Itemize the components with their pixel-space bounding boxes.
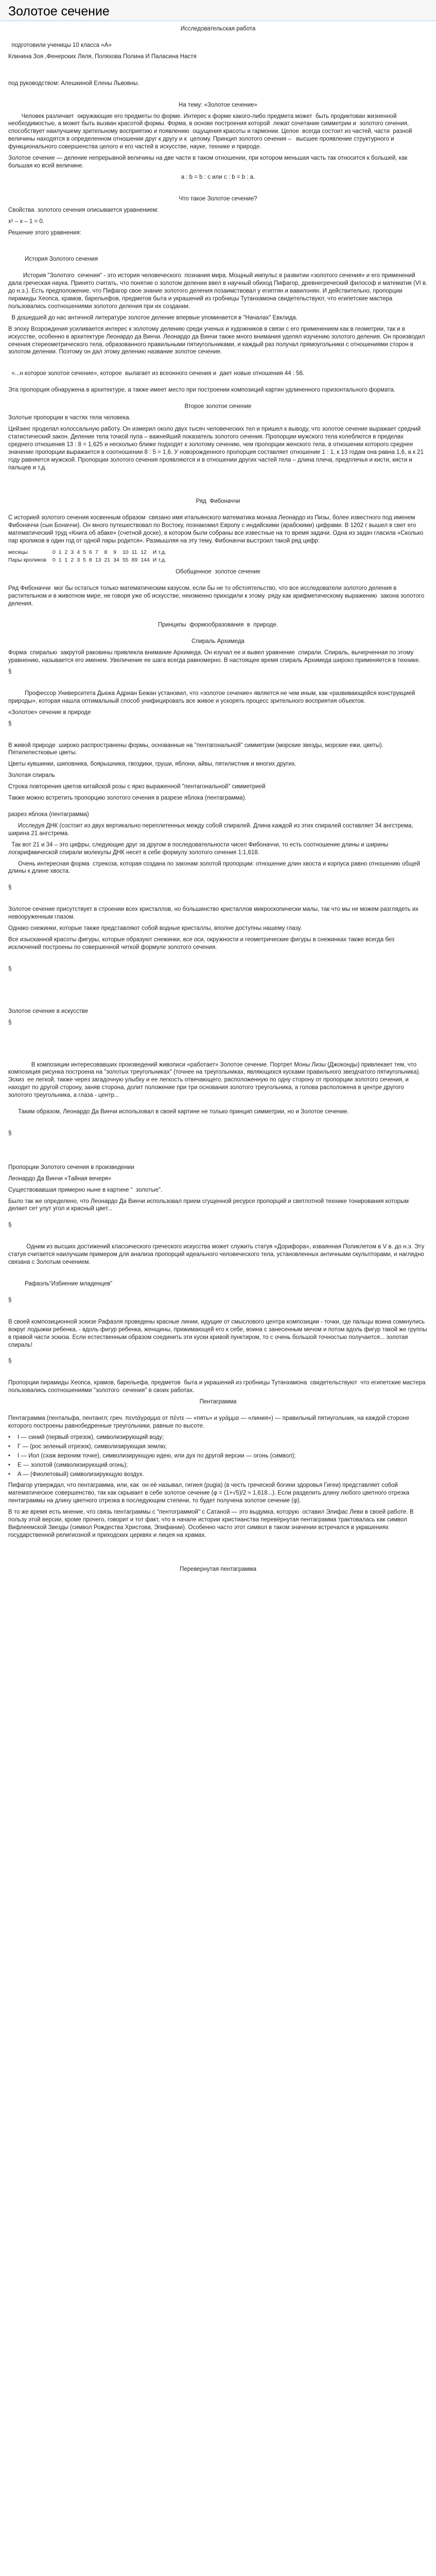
paragraph: В эпоху Возрождения усиливается интерес к золотому делению среди ученых и художников в связи с его применением как в геометрии, так и в искусстве, особенно в архитектуре Леонардо да Винчи. Леонардо да Винчи также много внимания уделял изучению золотого деления. Он производил сечения стереометрического тела, образованного правильными пятиугольниками, и каждый раз получал прямоугольники с отношениями сторон в золотом делении. Поэтому он дал этому делению название золотое сечение. [8,326,427,355]
spacer [8,240,428,256]
list-bullet: • [8,1443,11,1450]
list-item [8,1443,428,1451]
paragraph: Свойства золотого сечения описывается уравнением: [8,207,159,213]
spacer [8,1352,428,1358]
spacer [8,806,428,811]
paragraph: Золотая спираль [8,772,55,779]
spacer [8,1543,428,1566]
table-cell: 8 [89,556,92,563]
paragraph: § [8,720,12,727]
paragraph: Было так же определено, что Леонардо Да Винчи использовал прием сгущенной ресурсе пропорций и светлотной технике тонирования которым делает сет улут угол и красный цвет... [8,1198,411,1212]
paragraph: Человек различает окружающие его предметы по форме. Интерес к форме какого-либо предмета может быть продиктован жизненной необходимостью, а может быть вызван красотой формы. Форма, в основе построения которой лежат сочетание симметрии и золотого сечения, способствует наилучшему зрительному восприятию и появлению ощущения красоты и гармонии. Целое всегда состоит из частей, части разной величины находятся в определенном отношении друг к другу и к целому. Принцип золотого сечения – высшее проявление структурного и функционального совершенства целого и его частей в искусстве, науке, технике и природе. [8,113,414,150]
table-cell: 9 [113,549,116,555]
table-row [8,556,169,564]
spacer [8,611,428,621]
table-cell: И т.д. [152,549,166,555]
table-cell: И т.д. [152,556,166,563]
table-cell: 1 [64,556,68,563]
paragraph: § [8,1130,12,1137]
table-cell: 2 [64,549,68,555]
table-cell: 2 [71,556,74,563]
paragraph: Таким образом, Леонардо Да Винчи использовал в своей картине не только принцип симметрии, но и Золотое сечение. [8,1109,349,1115]
spacer [8,360,428,370]
paragraph: § [8,1297,12,1303]
paragraph: Форма спиралью закрутой раковины привлекла внимание Архимеда. Он изучал ее и вывел уравнение спирали. Спираль, вычерченная по этому уравнению, называется его именем. Увеличение ее шага всегда равномерно. В настоящее время спираль Архимеда широко применяется в технике. [8,650,421,664]
spacer [8,879,428,884]
paragraph: В дошедшей до нас античной литературе золотое деление впервые упоминается в "Началах" Евклида. [8,314,298,321]
section-heading: Что такое Золотое сечение? [179,195,257,202]
section-heading: a : b = b : c или с : b = b : а. [181,174,255,180]
document-body [0,21,436,1573]
pentagram-list [8,1434,428,1479]
paragraph: Так вот 21 и 34 – это цифры, следующие друг за другом в последовательности чисел Фибоначчи, то есть соотношение длины и ширины логарифмической спирали молекулы ДНК несет в себе формулу золотого сечения 1:1,618. [8,841,390,856]
spacer [8,955,428,965]
table-cell: 10 [122,549,129,555]
list-item [8,1434,428,1442]
table-cell: 11 [131,549,137,555]
section-heading: Пентаграмма [199,1399,237,1405]
paragraph: В живой природе широко распространены формы, основанные на "пентагональной" симметрии (морские звезды, морские ежи, цветы). Пятилепестковые цветы. [8,742,386,756]
spacer [8,1292,428,1297]
spacer [8,1233,428,1243]
paragraph: В то же время есть мнение, что связь пентаграммы с "пентограммой" с Сатаной — это выдумка, которую оставил Элифас Леви в своей работе. В пользу этой версии, кроме прочего, говорит и тот факт, что в начале истории христианства перевёрнутая пентаграмма трактовалась как символ Вифлеемской Звезды (символ Рождества Христова, Эпифании). Особенно часто этот символ в таком значении встречался в украшениях государственной религиозной и приходских церквях и лицея на храмах. [8,1509,415,1538]
table-cell: 13 [95,556,101,563]
spacer [8,37,428,42]
list-item-text: A — (Фиолетовый) символизирующую воздух. [18,1471,144,1478]
paragraph: Пифагор утверждал, что пентаграмма, или, как он её называл, гигиея (pugia) (в честь греческой богини здоровья Гигеи) представляет собой математическое совершенство, так как скрывает в себе золотое сечение (φ = (1+√5)/2 ≈ 1,618...). Если разделить длину любого цветного отрезка пентаграммы на длину цветного отрезка в последующем степени, то будет получена золотое сечение (φ). [8,1482,411,1504]
paragraph: С историей золотого сечения косвенным образом связано имя итальянского математика монаха Леонардо из Пизы, более известного под именем Фибоначчи (сын Боначчи). Он много путешествовал по Востоку, познакомил Европу с индийскими (арабскими) цифрами. В 1202 г вышел в свет его математический труд «Книга об абаке» (счетной доске), в котором были собраны все известные на то время задачи. Одна из задач гласила «Сколько пар кроликов в один год от одной пары родится». Размышляя на эту тему, Фибоначчи выстроил такой ряд цифр: [8,515,425,545]
spacer [8,185,428,195]
list-item-text: I — синий (первый отрезок), символизирующий воду; [18,1434,164,1440]
paragraph: подготовили ученицы 10 класса «А» [8,42,112,48]
list-bullet: • [8,1462,11,1468]
paragraph: «...н которое золотое сечение», которое вылагает из всеонного сечения и дает новые отношения 44 : 56. [8,370,305,377]
spacer [8,680,428,690]
section-heading: Исследовательская работа [180,26,256,32]
table-cell: 0 [52,549,56,555]
paragraph: Пропорции Золотого сечения в произведении [8,1164,134,1171]
paragraph: Одним из высших достижений классического греческого искусства может служить статуя «Дорифора», изваянная Поликлетом в V в. до н.э. Эту статуя считается наилучшим примером для анализа пропорций идеального человеческого тела, установленных античными скульпторами, и наглядно связана с Золотым сечением. [8,1244,426,1266]
spacer [8,1369,428,1379]
table-cell: 1 [58,556,62,563]
paragraph: § [8,1222,12,1229]
paragraph: Однако снежинки, которые также представляют собой водные кристаллы, вполне доступны нашему глазу. [8,925,302,932]
paragraph: История "Золотого сечения" - это история человеческого познания мира. Мощный импульс в развитии «золотого сечения» и его применений дала греческая наука. Принято считать, что понятие о золотом делении ввел в научный обиход Пифагор, древнегреческий философ и математик (VI в. до н.э.). Есть предположение, что Пифагор свое знание золотого деления позаимствовал у египтян и вавилонян. И действительно, пропорции пирамиды Хеопса, храмов, барельефов, предметов быта и украшений из гробницы Тутанхамона свидетельствуют, что египетские мастера пользовались соотношениями золотого деления при их создании. [8,273,429,310]
section-heading: Перевернутая пентаграмма [180,1566,256,1572]
spacer [8,1141,428,1164]
paragraph: В композиции интересовавших произведений живописи «работает» Золотое сечение. Портрет Моны Лизы (Джоконды) привлекает тем, что композиция рисунка построена на "золотых треугольниках" (точнее на треугольниках, являющихся кусками правильного звездчатого пятиугольника). Эскиз ее легкой, также через загадочную улыбку и ее легкость отвечающего, расположенную по одну сторону от пропорции золотого сечения, и находит по другой сторону, заняв сторона, долит положение при три основания золотого треугольника, а голова расположена в центре другого золотого треугольника, а глаза - центр... [8,1061,422,1099]
spacer [8,398,428,403]
list-bullet: • [8,1434,11,1440]
paragraph: § [8,1019,12,1026]
paragraph: x² – x – 1 = 0. [8,218,44,225]
paragraph: Золотые пропорции в частях тела человека. [8,415,131,421]
paragraph: Исследуя ДНК (состоит из двух вертикально переплетенных между собой спиралей. Длина каждой из этих спиралей составляет 34 ангстрема, ширина 21 ангстрема. [8,822,415,837]
section-heading: Принципы формообразования в природе. [158,622,278,629]
spacer [8,381,428,386]
section-heading: На тему: «Золотое сечение» [179,101,257,108]
paragraph: Клинина Зоя ,Фенерских Ляля, Поляхова Полина И Паласина Настя [8,53,197,60]
table-cell: 1 [58,549,62,555]
paragraph: Цветы кувшинки, шиповника, боярышника, гвоздики, груши, яблони, айвы, пятилистник и многих других. [8,761,297,768]
section-heading: Спираль Архимеда [191,638,245,645]
paragraph: Все изысканной красоты фигуры, которые образуют снежинки, все оси, окружности и геометрические фигуры в снежинках также всегда без исключений построены по совершенной четкой формуле золотого сечения. [8,936,396,951]
spacer [8,1270,428,1280]
paragraph: Очень интересная форма стрекоза, которая создана по законам золотой пропорции: отношение длин хвоста и корпуса равно отношению общей длины к длине хвоста. [8,860,422,875]
spacer [8,1216,428,1222]
paragraph: Цейзинг проделал колоссальную работу. Он измерил около двух тысяч человеческих тел и пришел к выводу, что золотое сечение выражает средний статистический закон. Деление тела точкой пупа – важнейший показатель золотого сечения. Пропорции мужского тела колеблются в пределах среднего отношения 13 : 8 = 1,625 и несколько ближе подходят к золотому сечению, чем пропорции женского тела, в отношении которого среднее значение пропорции выражается в соотношении 8 : 5 = 1,6. У новорожденного пропорция составляет отношение 1 : 1, к 13 годам она равна 1,6, а к 21 году равняется мужской. Пропорции золотого сечения проявляются и в отношении других частей тела – длина плеча, предплечья и кисти, кисти и пальцев и т.д. [8,426,426,471]
spacer [8,509,428,514]
paragraph: § [8,965,12,972]
spacer [8,1308,428,1318]
section-heading: Обобщенное золотое сечение [176,568,260,575]
spacer [8,1030,428,1061]
list-bullet: • [8,1452,11,1459]
table-cell: 5 [83,556,86,563]
paragraph: Профессор Университета Дьюка Адриан Бежан установил, что «золотое сечение» является не чем иным, как «развивающейся конструкцией природы», которая нашла оптимальный способ унифицировать все живое и ускорять процесс зрительного восприятия объектов. [8,690,417,704]
spacer [8,1120,428,1130]
table-row [8,549,169,556]
paragraph: Существовавшая примерно ныне в картине “ золотые”. [8,1187,163,1193]
list-item-text: E — золотой (символизирующий огонь); [18,1462,128,1468]
table-cell: 7 [95,549,98,555]
table-cell: 144 [141,556,150,563]
fibonacci-table [8,549,428,564]
paragraph: Золотое сечение в искусстве [8,1008,89,1014]
list-item [8,1462,428,1469]
list-item [8,1452,428,1460]
table-cell: 3 [71,549,74,555]
spacer [8,977,428,1008]
table-cell: 8 [104,549,108,555]
paragraph: Золотое сечение присутствует в строении всех кристаллов, но большинство кристаллов микроскопически малы, так что мы не можем разглядеть их невооруженным глазом. [8,906,421,921]
table-cell: 5 [83,549,86,555]
table-cell: 3 [77,556,80,563]
spacer [8,64,428,80]
paragraph: Леонардо Да Винчи «Тайная вечеря» [8,1175,112,1182]
table-row-label: Пары кроликов [8,556,46,563]
paragraph: Эта пропорция обнаружена в архитектуре, а также имеет место при построении композиций картин удлиненного горизонтального формата. [8,387,395,394]
paragraph: разрез яблока (пентаграмма) [8,811,89,818]
paragraph: Пентаграмма (пентальфа, пентангл; греч. πεντάγραμμα от πέντε — «пять» и γράμμα — «линия») — правильный пятиугольник, на каждой стороне которого построены равнобедренные треугольники, равные по высоте. [8,1415,411,1429]
table-cell: 6 [89,549,92,555]
paragraph: под руководством: Алешкиной Елены Львовны. [8,80,139,87]
spacer [8,475,428,498]
spacer [8,895,428,906]
paragraph: Ряд Фибоначчи мог бы остаться только математическим казусом, если бы не то обстоятельство, что все исследователи золотого деления в растительном и в животном мире, не говоря уже об искусстве, неизменно приходили к этому ряду как арифметическому выражению закона золотого деления. [8,585,426,607]
spacer [8,633,428,638]
spacer [8,91,428,101]
table-row-label: месяцы [8,549,28,555]
table-cell: 21 [104,556,111,563]
list-bullet: • [8,1471,11,1478]
table-cell: 4 [77,549,80,555]
paragraph: Строка повторения цветов китайской розы с ярко выраженной "пентагональной" симметрией [8,784,266,790]
table-cell: 12 [141,549,147,555]
spacer [8,580,428,585]
page-title: Золотое сечение [0,0,436,21]
paragraph: Решение этого уравнения: [8,229,81,236]
list-item [8,1471,428,1479]
paragraph: § [8,885,12,891]
paragraph: Золотое сечение — деление непрерывной величины на две части в таком отношении, при котором меньшая часть так относится к большей, как большая ко всей величине. [8,155,409,169]
table-cell: 55 [122,556,129,563]
table-cell: 34 [113,556,119,563]
section-heading: Ряд Фибоначчи [196,498,240,505]
paragraph: Рафаэль“Избиение младенцев” [8,1281,113,1287]
table-cell: 89 [131,556,138,563]
paragraph: «Золотое» сечение в природе [8,709,91,716]
list-item-text: Γ — (рос зеленый отрезок), символизирующая землю; [18,1443,167,1450]
spacer [8,1103,428,1108]
spacer [8,732,428,742]
paragraph: История Золотого сечения [8,256,98,263]
table-cell: 0 [52,556,56,563]
list-item-text: I — Иол (схаж верхним точке), символизирующую идею, или дух по другой версии — огонь (символ); [18,1452,296,1459]
section-heading: Второе золотое сечение [184,403,252,410]
paragraph: Пропорции пирамиды Хеопса, храмов, барельефа, предметов быта и украшений из гробницы Тутанхамона свидетельствуют что египетские мастера пользовались соотношениями "золотого сечения" в своих работах. [8,1380,427,1394]
paragraph: § [8,669,12,675]
spacer [8,267,428,272]
paragraph: § [8,1358,12,1365]
paragraph: В своей композиционной эскизе Рафаэля проведены красные линии, идущие от смыслового центра композиции - точки, где пальцы воина сомкнулись вокруг лодыжки ребенка, - вдоль фигур ребенка, женщины, прижимающей его к себе, воина с занесенным мечом и потом вдоль фигур такой же группы в правой части эскиза. Если естественным образом соединить эти куски кривой пунктиром, то с очень большой точностью получается... золотая спираль! [8,1318,429,1348]
paragraph: Также можно встретить пропорцию золотого сечения в разрезе яблока (пентаграмма). [8,795,247,802]
spacer [8,1410,428,1415]
